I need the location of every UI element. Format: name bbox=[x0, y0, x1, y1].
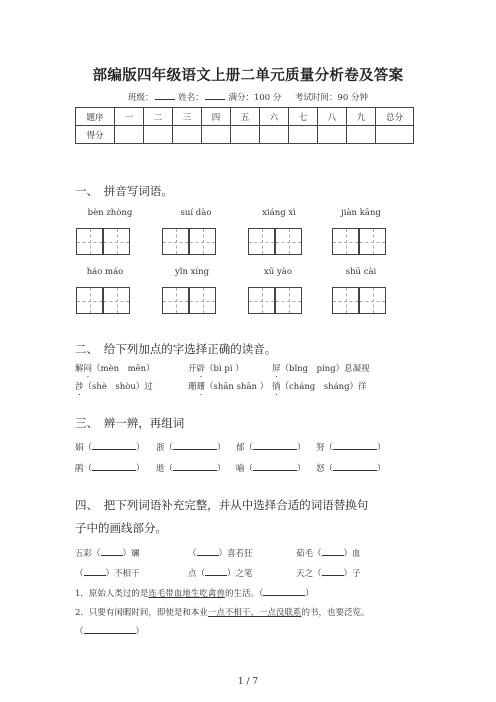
idiom-text: 茹毛（ bbox=[296, 549, 322, 559]
writing-grid[interactable] bbox=[103, 287, 130, 314]
question-1 bbox=[75, 586, 314, 599]
reading-options[interactable]: （shè shòu）过 bbox=[83, 382, 153, 392]
word-char: 开 bbox=[188, 364, 197, 374]
reading-options[interactable]: （mèn mēn） bbox=[92, 364, 155, 374]
dotted-char: 涉 bbox=[75, 382, 84, 392]
idiom-item bbox=[188, 546, 253, 559]
word-char: 逝（ bbox=[156, 464, 174, 474]
pinyin: xiáng xì bbox=[262, 208, 296, 218]
idiom-item bbox=[296, 566, 361, 579]
word-char: 娟（ bbox=[75, 443, 93, 453]
word-group-row bbox=[236, 461, 306, 474]
reading-options[interactable]: （cháng sháng）徉 bbox=[280, 382, 367, 392]
question-2-answer bbox=[75, 624, 144, 637]
writing-grid[interactable] bbox=[103, 228, 130, 255]
answer-blank[interactable] bbox=[205, 566, 227, 576]
writing-grid[interactable] bbox=[76, 228, 103, 255]
writing-grid[interactable] bbox=[189, 287, 216, 314]
word-group-row bbox=[236, 440, 306, 453]
dotted-char: 徜 bbox=[272, 382, 281, 392]
paren: ） bbox=[377, 464, 386, 474]
class-label: 班级： bbox=[128, 93, 154, 103]
word-group-row bbox=[156, 461, 226, 474]
section-4-heading: 四、 把下列词语补充完整，并从中选择合适的词语替换句 bbox=[75, 498, 369, 512]
score-header-cell: 八 bbox=[318, 108, 347, 126]
section-3-heading: 三、 辨一辨，再组词 bbox=[75, 416, 185, 430]
page-number: 1 / 7 bbox=[237, 677, 259, 687]
score-header-cell: 七 bbox=[289, 108, 318, 126]
score-header-cell: 二 bbox=[144, 108, 173, 126]
score-cell[interactable] bbox=[376, 126, 414, 144]
dotted-char: 闷 bbox=[83, 364, 93, 374]
reading-options[interactable]: （shān shān ） bbox=[205, 382, 269, 392]
word-char: 鹃（ bbox=[75, 464, 93, 474]
word-char: 努（ bbox=[316, 443, 334, 453]
score-table-score-row bbox=[76, 126, 414, 144]
question-text: 的生活。（ bbox=[224, 589, 264, 599]
score-cell[interactable] bbox=[202, 126, 231, 144]
answer-blank[interactable] bbox=[92, 440, 136, 450]
score-header-cell: 四 bbox=[202, 108, 231, 126]
answer-blank[interactable] bbox=[253, 440, 297, 450]
answer-blank[interactable] bbox=[84, 624, 136, 634]
section-1-heading: 一、 拼音写词语。 bbox=[75, 184, 173, 198]
idiom-item bbox=[188, 566, 253, 579]
paren: ） bbox=[297, 464, 306, 474]
score-table-header-row bbox=[76, 108, 414, 126]
answer-blank[interactable] bbox=[84, 566, 106, 576]
answer-blank[interactable] bbox=[253, 461, 297, 471]
answer-blank[interactable] bbox=[322, 566, 344, 576]
writing-grid[interactable] bbox=[248, 228, 275, 255]
word-char: 珊 bbox=[188, 382, 197, 392]
reading-item bbox=[75, 362, 155, 379]
paren: ） bbox=[136, 443, 145, 453]
reading-item bbox=[272, 362, 370, 379]
question-2 bbox=[75, 606, 369, 618]
word-char: 喻（ bbox=[236, 464, 254, 474]
word-char: 郁（ bbox=[236, 443, 254, 453]
dotted-char: 辟 bbox=[196, 364, 206, 374]
pinyin: yǐn xíng bbox=[174, 267, 210, 277]
exam-info bbox=[0, 91, 496, 103]
answer-blank[interactable] bbox=[92, 461, 136, 471]
paren: ） bbox=[377, 443, 386, 453]
score-cell[interactable] bbox=[347, 126, 376, 144]
answer-blank[interactable] bbox=[173, 440, 217, 450]
reading-item bbox=[188, 362, 244, 379]
word-group-row bbox=[75, 461, 145, 474]
score-header-cell: 五 bbox=[231, 108, 260, 126]
answer-blank[interactable] bbox=[263, 586, 305, 596]
score-cell[interactable] bbox=[173, 126, 202, 144]
writing-grid[interactable] bbox=[162, 287, 189, 314]
word-group-row bbox=[75, 440, 145, 453]
writing-grid[interactable] bbox=[359, 228, 386, 255]
paren: ） bbox=[135, 627, 145, 637]
pinyin: jiàn kāng bbox=[341, 208, 381, 218]
idiom-text: ）子 bbox=[343, 569, 361, 579]
exam-time: 考试时间：90 分钟 bbox=[294, 93, 368, 103]
paren: ） bbox=[217, 443, 226, 453]
paren: （ bbox=[75, 627, 84, 637]
idiom-text: ）斓 bbox=[122, 549, 140, 559]
underlined-phrase: 连毛带血地生吃禽兽 bbox=[148, 589, 225, 599]
class-blank[interactable] bbox=[155, 91, 175, 100]
reading-item bbox=[75, 380, 153, 397]
score-header-cell: 六 bbox=[260, 108, 289, 126]
score-cell[interactable] bbox=[231, 126, 260, 144]
pinyin: bèn zhòng bbox=[87, 208, 133, 218]
writing-grid[interactable] bbox=[248, 287, 275, 314]
underlined-phrase: 一点不相干、一点没联系 bbox=[207, 608, 302, 618]
writing-grid[interactable] bbox=[275, 287, 302, 314]
idiom-text: （ bbox=[75, 569, 84, 579]
score-cell[interactable] bbox=[289, 126, 318, 144]
word-group-row bbox=[156, 440, 226, 453]
writing-grid[interactable] bbox=[359, 287, 386, 314]
page-title: 部编版四年级语文上册二单元质量分析卷及答案 bbox=[92, 68, 404, 84]
score-cell[interactable] bbox=[115, 126, 144, 144]
name-label: 姓名： bbox=[178, 93, 204, 103]
score-header-cell: 题序 bbox=[76, 108, 115, 126]
score-cell[interactable] bbox=[260, 126, 289, 144]
score-header-cell: 一 bbox=[115, 108, 144, 126]
question-text: 2．只要有闲暇时间，即使是和本业 bbox=[75, 608, 208, 618]
reading-options[interactable]: （bǐng píng）息凝视 bbox=[280, 364, 370, 374]
pinyin: xū yào bbox=[264, 267, 292, 277]
writing-grid[interactable] bbox=[332, 287, 359, 314]
score-header-cell: 总分 bbox=[376, 108, 414, 126]
reading-item bbox=[272, 380, 367, 397]
pinyin: háo máo bbox=[86, 267, 124, 277]
question-text: 的书，也要泛览。 bbox=[301, 608, 370, 618]
idiom-text: ）血 bbox=[343, 549, 361, 559]
idiom-item bbox=[75, 566, 140, 579]
answer-blank[interactable] bbox=[333, 461, 377, 471]
word-group-row bbox=[316, 461, 386, 474]
idiom-text: ）喜若狂 bbox=[218, 549, 253, 559]
word-group-row bbox=[316, 440, 386, 453]
word-char: 解 bbox=[75, 364, 84, 374]
paren: ） bbox=[297, 443, 306, 453]
idiom-text: （ bbox=[188, 549, 197, 559]
idiom-item bbox=[75, 546, 140, 559]
full-score: 满分：100 分 bbox=[228, 93, 282, 103]
writing-grid[interactable] bbox=[76, 287, 103, 314]
score-row-label: 得分 bbox=[76, 126, 115, 144]
idiom-text: 天之（ bbox=[296, 569, 322, 579]
pinyin: suí dào bbox=[180, 208, 212, 218]
paren: ） bbox=[305, 589, 314, 599]
reading-options[interactable]: （bì pì ） bbox=[205, 364, 244, 374]
reading-item bbox=[188, 380, 268, 397]
score-cell[interactable] bbox=[318, 126, 347, 144]
answer-blank[interactable] bbox=[197, 546, 219, 556]
score-table bbox=[75, 107, 414, 144]
idiom-text: 五彩（ bbox=[75, 549, 101, 559]
writing-grid[interactable] bbox=[162, 228, 189, 255]
writing-grid[interactable] bbox=[332, 228, 359, 255]
word-char: 浙（ bbox=[156, 443, 174, 453]
writing-grid[interactable] bbox=[275, 228, 302, 255]
answer-blank[interactable] bbox=[173, 461, 217, 471]
dotted-char: 屏 bbox=[272, 364, 281, 374]
answer-blank[interactable] bbox=[101, 546, 123, 556]
paren: ） bbox=[136, 464, 145, 474]
writing-grid[interactable] bbox=[189, 228, 216, 255]
score-header-cell: 三 bbox=[173, 108, 202, 126]
pinyin: shū cài bbox=[345, 267, 377, 277]
idiom-item bbox=[296, 546, 361, 559]
word-char: 怒（ bbox=[316, 464, 334, 474]
idiom-text: ）之笔 bbox=[227, 569, 253, 579]
section-4-heading-cont: 子中的画线部分。 bbox=[75, 521, 167, 535]
idiom-text: ）不相干 bbox=[105, 569, 140, 579]
answer-blank[interactable] bbox=[333, 440, 377, 450]
answer-blank[interactable] bbox=[322, 546, 344, 556]
section-2-heading: 二、 给下列加点的字选择正确的读音。 bbox=[75, 342, 277, 356]
idiom-text: 点（ bbox=[188, 569, 206, 579]
score-cell[interactable] bbox=[144, 126, 173, 144]
dotted-char: 珊 bbox=[196, 382, 206, 392]
score-header-cell: 九 bbox=[347, 108, 376, 126]
question-text: 1．原始人类过的是 bbox=[75, 589, 149, 599]
paren: ） bbox=[217, 464, 226, 474]
name-blank[interactable] bbox=[205, 91, 225, 100]
